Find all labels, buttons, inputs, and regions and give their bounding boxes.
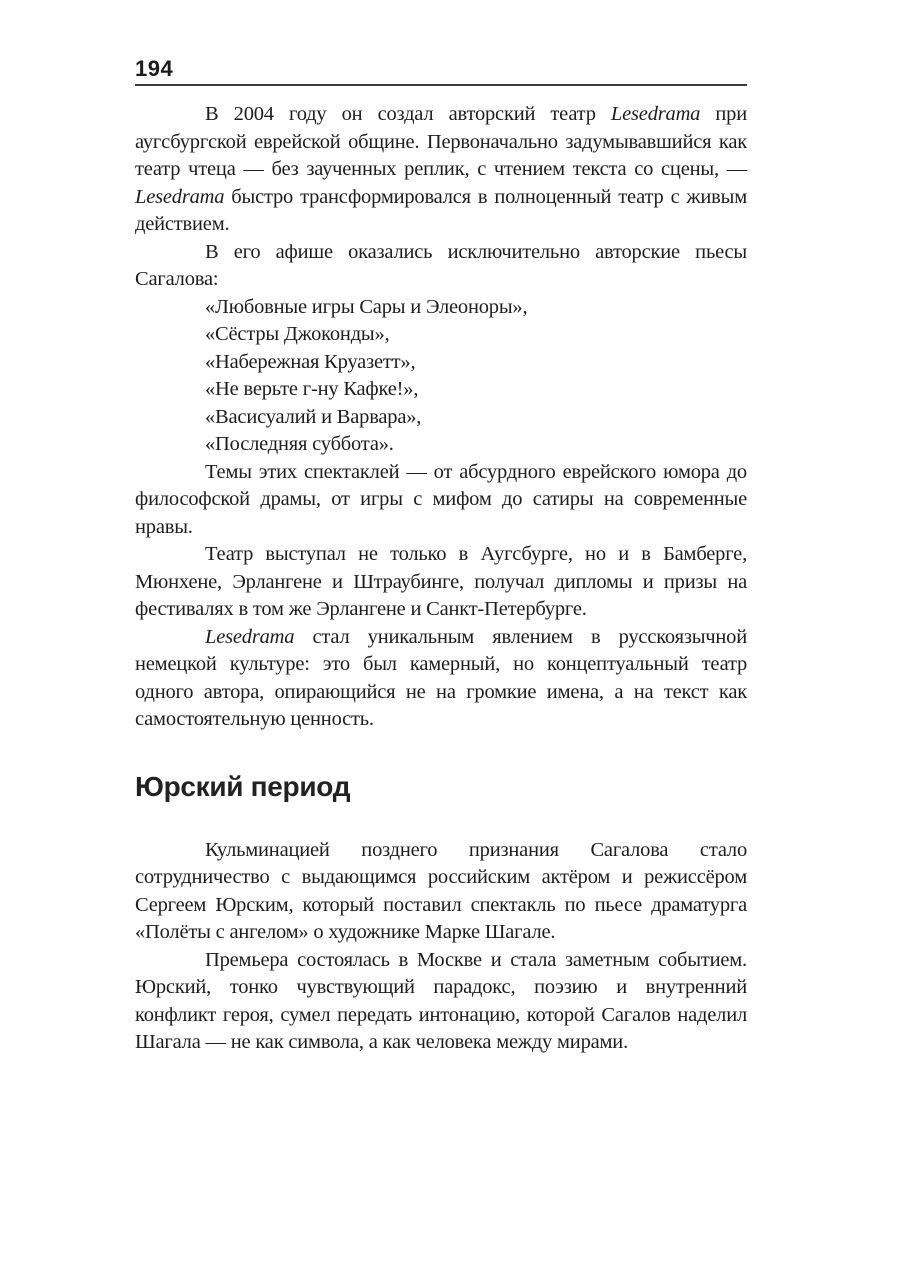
text-run: Театр выступал не только в Аугсбурге, но и в Бамберге, Мюнхене, Эрлангене и Штраубинге, получал дипломы и призы на фестивалях в том же Эрлангене и Санкт-Петербурге. — [135, 543, 747, 620]
text-run: «Васисуалий и Варвара», — [205, 405, 422, 428]
text-run: быстро трансформировался в полноценный театр с живым действием. — [135, 185, 747, 235]
page-number: 194 — [135, 56, 174, 81]
paragraph — [135, 349, 747, 377]
text-run: стал уникальным явлением в русскоязычной немецкой культуре: это был камерный, но концептуальный театр одного автора, опирающийся не на громкие имена, а на текст как самостоятельную ценность. — [135, 625, 747, 730]
page-body — [135, 101, 747, 1057]
text-run: Премьера состоялась в Москве и стала заметным событием. Юрский, тонко чувствующий парадокс, поэзию и внутренний конфликт героя, сумел передать интонацию, которой Сагалов наделил Шагала — не как символа, а как человека между мирами. — [135, 948, 747, 1053]
section-heading — [135, 771, 747, 803]
italic-text-run: Lesedrama — [205, 625, 295, 648]
text-run: Кульминацией позднего признания Сагалова стало сотрудничество с выдающимся российским актёром и режиссёром Сергеем Юрским, который поставил спектакль по пьесе драматурга «Полёты с ангелом» о художнике Марке Шагале. — [135, 838, 747, 943]
header-rule — [135, 84, 747, 86]
paragraph — [135, 321, 747, 349]
paragraph — [135, 459, 747, 542]
paragraph — [135, 947, 747, 1057]
paragraph — [135, 541, 747, 624]
paragraph — [135, 624, 747, 734]
italic-text-run: Lesedrama — [135, 185, 225, 208]
text-run: «Набережная Круазетт», — [205, 350, 416, 373]
text-run: Юрский период — [135, 770, 351, 802]
page-header — [135, 57, 747, 86]
text-run: Темы этих спектаклей — от абсурдного еврейского юмора до философской драмы, от игры с мифом до сатиры на современные нравы. — [135, 460, 747, 538]
text-run: «Последняя суббота». — [205, 433, 394, 455]
paragraph — [135, 294, 747, 322]
paragraph — [135, 239, 747, 294]
text-run: «Не верьте г-ну Кафке!», — [205, 378, 419, 400]
text-run: «Сёстры Джоконды», — [205, 323, 390, 345]
paragraph — [135, 101, 747, 239]
italic-text-run: Lesedrama — [610, 103, 701, 125]
paragraph — [135, 837, 747, 947]
paragraph — [135, 376, 747, 404]
text-run: В его афише оказались исключительно авторские пьесы Сагалова: — [135, 240, 747, 290]
text-run: «Любовные игры Сары и Элеоноры», — [205, 295, 528, 318]
paragraph — [135, 431, 747, 459]
text-run: В 2004 году он создал авторский театр — [205, 103, 611, 125]
text-run: при аугсбургской еврейской общине. Первоначально задумывавшийся как театр чтеца — без заученных реплик, с чтением текста со сцены, — — [135, 103, 747, 180]
paragraph — [135, 404, 747, 432]
